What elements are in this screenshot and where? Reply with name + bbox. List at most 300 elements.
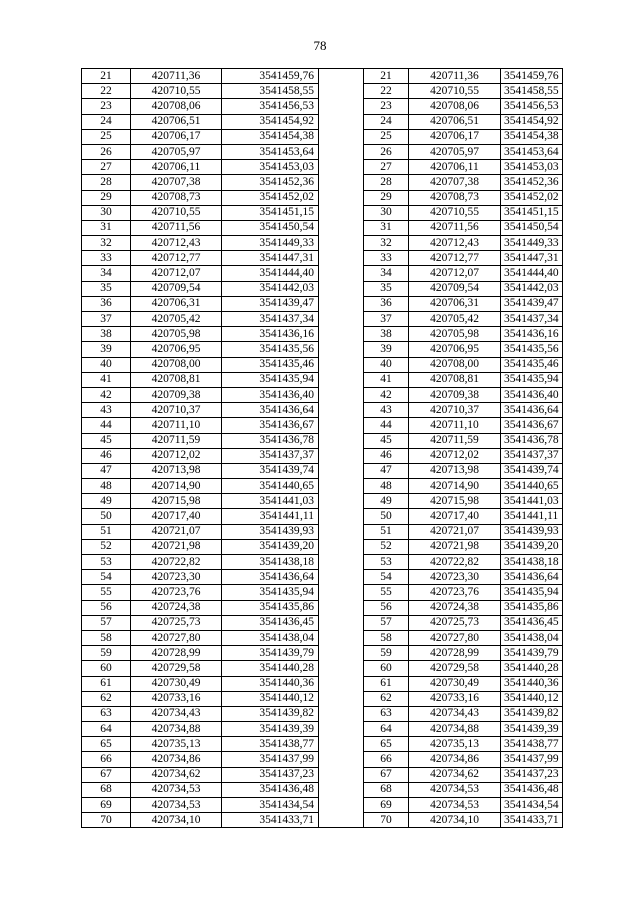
table-row [82,479,563,494]
table-row [82,676,563,691]
table-row [82,114,563,129]
point-number-left: 30 [82,205,131,220]
x-coordinate-left: 420723,76 [131,585,222,600]
x-coordinate-left: 420717,40 [131,509,222,524]
x-coordinate-right: 420730,49 [409,676,501,691]
point-number-left: 29 [82,190,131,205]
x-coordinate-right: 420734,53 [409,782,501,797]
point-number-left: 58 [82,630,131,645]
point-number-left: 22 [82,84,131,99]
point-number-left: 46 [82,448,131,463]
y-coordinate-left: 3541452,36 [222,175,319,190]
column-gap [319,205,364,220]
x-coordinate-left: 420708,73 [131,190,222,205]
y-coordinate-right: 3541458,55 [501,84,563,99]
column-gap [319,479,364,494]
table-row [82,509,563,524]
y-coordinate-right: 3541437,34 [501,312,563,327]
y-coordinate-right: 3541436,48 [501,782,563,797]
point-number-right: 66 [364,752,409,767]
x-coordinate-left: 420706,17 [131,129,222,144]
table-row [82,144,563,159]
y-coordinate-left: 3541436,40 [222,387,319,402]
page-number: 78 [313,38,327,53]
x-coordinate-left: 420729,58 [131,661,222,676]
x-coordinate-right: 420734,43 [409,706,501,721]
x-coordinate-right: 420735,13 [409,737,501,752]
table-row [82,84,563,99]
y-coordinate-right: 3541436,16 [501,327,563,342]
y-coordinate-left: 3541438,04 [222,630,319,645]
y-coordinate-right: 3541439,39 [501,722,563,737]
column-gap [319,813,364,828]
x-coordinate-left: 420709,54 [131,281,222,296]
x-coordinate-left: 420706,51 [131,114,222,129]
x-coordinate-right: 420711,10 [409,418,501,433]
y-coordinate-left: 3541440,36 [222,676,319,691]
table-row [82,722,563,737]
point-number-left: 70 [82,813,131,828]
point-number-left: 33 [82,251,131,266]
x-coordinate-right: 420734,53 [409,798,501,813]
table-row [82,357,563,372]
column-gap [319,281,364,296]
x-coordinate-right: 420710,55 [409,205,501,220]
point-number-right: 26 [364,144,409,159]
x-coordinate-right: 420722,82 [409,555,501,570]
point-number-left: 65 [82,737,131,752]
y-coordinate-left: 3541436,64 [222,570,319,585]
table-row [82,129,563,144]
y-coordinate-left: 3541433,71 [222,813,319,828]
column-gap [319,600,364,615]
point-number-right: 65 [364,737,409,752]
point-number-right: 56 [364,600,409,615]
y-coordinate-left: 3541450,54 [222,220,319,235]
point-number-right: 25 [364,129,409,144]
column-gap [319,312,364,327]
table-row [82,433,563,448]
point-number-right: 27 [364,160,409,175]
point-number-left: 60 [82,661,131,676]
x-coordinate-left: 420735,13 [131,737,222,752]
y-coordinate-left: 3541436,48 [222,782,319,797]
table-row [82,175,563,190]
point-number-right: 28 [364,175,409,190]
table-row [82,555,563,570]
point-number-right: 30 [364,205,409,220]
table-row [82,342,563,357]
x-coordinate-left: 420707,38 [131,175,222,190]
x-coordinate-right: 420712,07 [409,266,501,281]
table-row [82,448,563,463]
x-coordinate-right: 420705,42 [409,312,501,327]
y-coordinate-left: 3541436,64 [222,403,319,418]
column-gap [319,403,364,418]
column-gap [319,114,364,129]
point-number-left: 39 [82,342,131,357]
x-coordinate-left: 420712,43 [131,236,222,251]
column-gap [319,84,364,99]
point-number-right: 61 [364,676,409,691]
x-coordinate-right: 420733,16 [409,691,501,706]
column-gap [319,752,364,767]
x-coordinate-right: 420729,58 [409,661,501,676]
point-number-right: 32 [364,236,409,251]
column-gap [319,372,364,387]
y-coordinate-left: 3541435,94 [222,585,319,600]
y-coordinate-right: 3541439,20 [501,539,563,554]
table-row [82,372,563,387]
x-coordinate-right: 420724,38 [409,600,501,615]
x-coordinate-left: 420713,98 [131,463,222,478]
x-coordinate-left: 420723,30 [131,570,222,585]
y-coordinate-left: 3541440,12 [222,691,319,706]
point-number-right: 69 [364,798,409,813]
point-number-left: 45 [82,433,131,448]
x-coordinate-left: 420734,88 [131,722,222,737]
point-number-right: 58 [364,630,409,645]
y-coordinate-left: 3541441,11 [222,509,319,524]
x-coordinate-left: 420734,10 [131,813,222,828]
table-row [82,539,563,554]
point-number-right: 34 [364,266,409,281]
column-gap [319,691,364,706]
point-number-right: 38 [364,327,409,342]
point-number-left: 52 [82,539,131,554]
x-coordinate-left: 420721,98 [131,539,222,554]
x-coordinate-left: 420705,42 [131,312,222,327]
x-coordinate-left: 420710,55 [131,84,222,99]
table-row [82,600,563,615]
point-number-right: 63 [364,706,409,721]
x-coordinate-left: 420712,07 [131,266,222,281]
column-gap [319,722,364,737]
x-coordinate-left: 420710,37 [131,403,222,418]
point-number-left: 38 [82,327,131,342]
table-row [82,646,563,661]
x-coordinate-right: 420734,10 [409,813,501,828]
point-number-right: 35 [364,281,409,296]
point-number-right: 60 [364,661,409,676]
y-coordinate-right: 3541437,37 [501,448,563,463]
point-number-left: 51 [82,524,131,539]
table-row [82,418,563,433]
y-coordinate-left: 3541436,78 [222,433,319,448]
x-coordinate-left: 420705,98 [131,327,222,342]
y-coordinate-right: 3541451,15 [501,205,563,220]
x-coordinate-left: 420734,53 [131,798,222,813]
x-coordinate-right: 420711,59 [409,433,501,448]
point-number-right: 45 [364,433,409,448]
column-gap [319,69,364,84]
x-coordinate-left: 420709,38 [131,387,222,402]
y-coordinate-left: 3541444,40 [222,266,319,281]
y-coordinate-left: 3541440,28 [222,661,319,676]
y-coordinate-right: 3541453,64 [501,144,563,159]
column-gap [319,524,364,539]
point-number-right: 23 [364,99,409,114]
x-coordinate-right: 420706,51 [409,114,501,129]
point-number-right: 44 [364,418,409,433]
point-number-left: 55 [82,585,131,600]
point-number-left: 41 [82,372,131,387]
point-number-right: 59 [364,646,409,661]
column-gap [319,539,364,554]
x-coordinate-left: 420712,02 [131,448,222,463]
point-number-left: 43 [82,403,131,418]
x-coordinate-right: 420725,73 [409,615,501,630]
point-number-left: 56 [82,600,131,615]
table-row [82,813,563,828]
table-row [82,706,563,721]
point-number-right: 50 [364,509,409,524]
y-coordinate-right: 3541440,12 [501,691,563,706]
y-coordinate-left: 3541438,77 [222,737,319,752]
x-coordinate-left: 420727,80 [131,630,222,645]
y-coordinate-left: 3541451,15 [222,205,319,220]
y-coordinate-left: 3541452,02 [222,190,319,205]
y-coordinate-right: 3541438,77 [501,737,563,752]
point-number-left: 66 [82,752,131,767]
table-row [82,494,563,509]
x-coordinate-right: 420709,54 [409,281,501,296]
point-number-left: 31 [82,220,131,235]
point-number-right: 24 [364,114,409,129]
column-gap [319,129,364,144]
column-gap [319,144,364,159]
x-coordinate-left: 420734,43 [131,706,222,721]
x-coordinate-right: 420706,31 [409,296,501,311]
coordinates-table-body [82,69,563,828]
point-number-left: 68 [82,782,131,797]
point-number-right: 36 [364,296,409,311]
column-gap [319,585,364,600]
y-coordinate-left: 3541439,93 [222,524,319,539]
x-coordinate-right: 420711,56 [409,220,501,235]
y-coordinate-left: 3541456,53 [222,99,319,114]
x-coordinate-left: 420711,36 [131,69,222,84]
y-coordinate-right: 3541435,94 [501,372,563,387]
point-number-left: 54 [82,570,131,585]
point-number-right: 68 [364,782,409,797]
point-number-right: 29 [364,190,409,205]
x-coordinate-left: 420733,16 [131,691,222,706]
x-coordinate-right: 420705,97 [409,144,501,159]
x-coordinate-right: 420728,99 [409,646,501,661]
point-number-right: 49 [364,494,409,509]
column-gap [319,706,364,721]
x-coordinate-right: 420705,98 [409,327,501,342]
table-row [82,403,563,418]
point-number-right: 21 [364,69,409,84]
table-row [82,312,563,327]
point-number-left: 37 [82,312,131,327]
table-row [82,798,563,813]
y-coordinate-right: 3541440,65 [501,479,563,494]
point-number-right: 41 [364,372,409,387]
x-coordinate-right: 420709,38 [409,387,501,402]
table-row [82,251,563,266]
x-coordinate-left: 420734,53 [131,782,222,797]
point-number-left: 50 [82,509,131,524]
point-number-right: 67 [364,767,409,782]
table-row [82,782,563,797]
x-coordinate-right: 420714,90 [409,479,501,494]
y-coordinate-left: 3541436,67 [222,418,319,433]
y-coordinate-right: 3541440,36 [501,676,563,691]
y-coordinate-right: 3541439,47 [501,296,563,311]
y-coordinate-left: 3541454,92 [222,114,319,129]
x-coordinate-right: 420734,88 [409,722,501,737]
x-coordinate-right: 420706,17 [409,129,501,144]
y-coordinate-right: 3541435,56 [501,342,563,357]
point-number-left: 48 [82,479,131,494]
column-gap [319,236,364,251]
column-gap [319,296,364,311]
point-number-right: 57 [364,615,409,630]
y-coordinate-left: 3541439,39 [222,722,319,737]
table-row [82,205,563,220]
column-gap [319,448,364,463]
y-coordinate-right: 3541437,23 [501,767,563,782]
point-number-left: 69 [82,798,131,813]
table-row [82,691,563,706]
y-coordinate-left: 3541439,47 [222,296,319,311]
y-coordinate-right: 3541436,64 [501,403,563,418]
point-number-right: 54 [364,570,409,585]
point-number-left: 32 [82,236,131,251]
y-coordinate-left: 3541438,18 [222,555,319,570]
point-number-left: 67 [82,767,131,782]
x-coordinate-left: 420712,77 [131,251,222,266]
y-coordinate-right: 3541439,74 [501,463,563,478]
point-number-right: 22 [364,84,409,99]
point-number-left: 40 [82,357,131,372]
y-coordinate-right: 3541434,54 [501,798,563,813]
y-coordinate-right: 3541452,02 [501,190,563,205]
point-number-right: 53 [364,555,409,570]
y-coordinate-left: 3541441,03 [222,494,319,509]
point-number-left: 53 [82,555,131,570]
x-coordinate-left: 420730,49 [131,676,222,691]
point-number-left: 63 [82,706,131,721]
y-coordinate-right: 3541437,99 [501,752,563,767]
point-number-right: 48 [364,479,409,494]
table-row [82,737,563,752]
y-coordinate-right: 3541435,86 [501,600,563,615]
y-coordinate-right: 3541441,03 [501,494,563,509]
point-number-left: 57 [82,615,131,630]
y-coordinate-right: 3541439,82 [501,706,563,721]
y-coordinate-right: 3541436,64 [501,570,563,585]
column-gap [319,99,364,114]
column-gap [319,661,364,676]
x-coordinate-right: 420706,95 [409,342,501,357]
point-number-right: 42 [364,387,409,402]
y-coordinate-right: 3541438,04 [501,630,563,645]
column-gap [319,251,364,266]
x-coordinate-left: 420706,11 [131,160,222,175]
point-number-left: 42 [82,387,131,402]
coordinates-table [81,68,563,828]
y-coordinate-right: 3541447,31 [501,251,563,266]
x-coordinate-right: 420734,86 [409,752,501,767]
y-coordinate-left: 3541437,34 [222,312,319,327]
x-coordinate-right: 420706,11 [409,160,501,175]
x-coordinate-right: 420708,81 [409,372,501,387]
column-gap [319,220,364,235]
y-coordinate-left: 3541454,38 [222,129,319,144]
table-row [82,296,563,311]
column-gap [319,615,364,630]
y-coordinate-left: 3541459,76 [222,69,319,84]
y-coordinate-right: 3541436,45 [501,615,563,630]
y-coordinate-right: 3541452,36 [501,175,563,190]
point-number-left: 61 [82,676,131,691]
y-coordinate-right: 3541459,76 [501,69,563,84]
x-coordinate-left: 420725,73 [131,615,222,630]
y-coordinate-left: 3541437,37 [222,448,319,463]
x-coordinate-left: 420706,95 [131,342,222,357]
table-row [82,570,563,585]
column-gap [319,509,364,524]
x-coordinate-left: 420722,82 [131,555,222,570]
column-gap [319,646,364,661]
x-coordinate-right: 420715,98 [409,494,501,509]
point-number-left: 25 [82,129,131,144]
point-number-right: 70 [364,813,409,828]
y-coordinate-left: 3541435,46 [222,357,319,372]
column-gap [319,494,364,509]
x-coordinate-left: 420708,00 [131,357,222,372]
point-number-right: 33 [364,251,409,266]
point-number-left: 21 [82,69,131,84]
x-coordinate-left: 420721,07 [131,524,222,539]
point-number-right: 64 [364,722,409,737]
y-coordinate-left: 3541437,99 [222,752,319,767]
table-row [82,236,563,251]
y-coordinate-right: 3541435,94 [501,585,563,600]
column-gap [319,433,364,448]
table-row [82,767,563,782]
column-gap [319,342,364,357]
y-coordinate-right: 3541442,03 [501,281,563,296]
table-row [82,99,563,114]
column-gap [319,737,364,752]
y-coordinate-left: 3541447,31 [222,251,319,266]
x-coordinate-right: 420723,76 [409,585,501,600]
y-coordinate-left: 3541437,23 [222,767,319,782]
x-coordinate-right: 420712,77 [409,251,501,266]
x-coordinate-left: 420708,81 [131,372,222,387]
x-coordinate-right: 420708,06 [409,99,501,114]
column-gap [319,387,364,402]
x-coordinate-right: 420713,98 [409,463,501,478]
y-coordinate-left: 3541440,65 [222,479,319,494]
table-row [82,463,563,478]
table-row [82,630,563,645]
column-gap [319,767,364,782]
x-coordinate-left: 420711,59 [131,433,222,448]
y-coordinate-right: 3541436,67 [501,418,563,433]
x-coordinate-right: 420710,55 [409,84,501,99]
y-coordinate-left: 3541442,03 [222,281,319,296]
x-coordinate-left: 420715,98 [131,494,222,509]
table-row [82,160,563,175]
point-number-right: 47 [364,463,409,478]
column-gap [319,418,364,433]
